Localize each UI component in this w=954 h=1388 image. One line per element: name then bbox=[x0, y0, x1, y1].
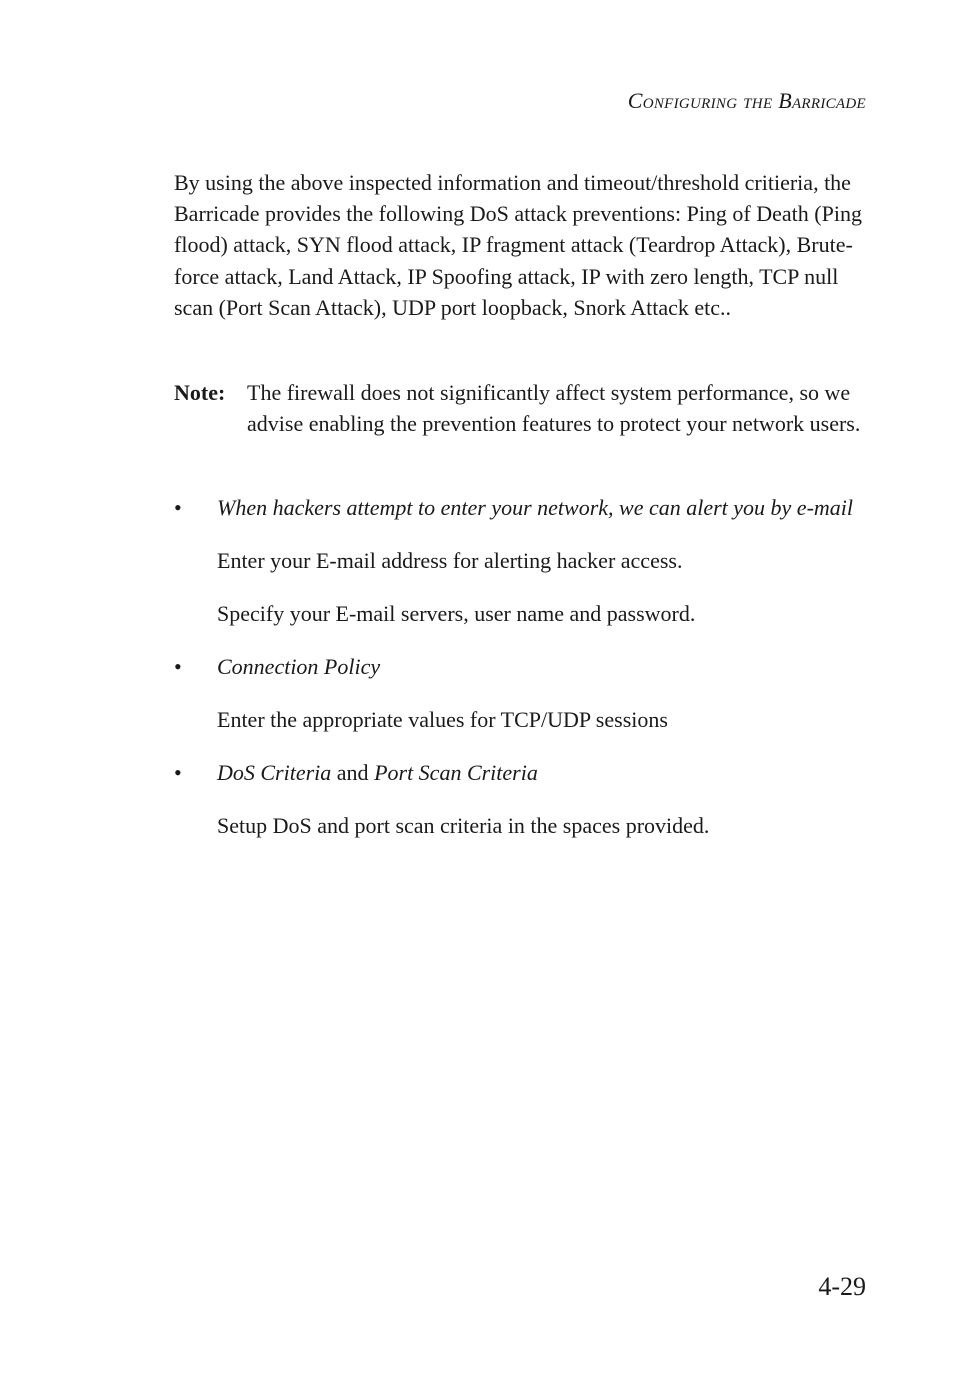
note-label: Note: bbox=[174, 380, 226, 405]
bullet-icon: • bbox=[174, 495, 182, 520]
running-head: Configuring the Barricade bbox=[627, 88, 866, 113]
list-item-title bbox=[217, 757, 538, 788]
list-item-title: When hackers attempt to enter your network, we can alert you by e-mail bbox=[217, 495, 854, 520]
bullet-icon: • bbox=[174, 760, 182, 785]
page-number: 4-29 bbox=[818, 1272, 866, 1301]
list-item-detail: Specify your E-mail servers, user name and password. bbox=[217, 601, 696, 626]
list-item-detail: Enter your E-mail address for alerting hacker access. bbox=[217, 548, 683, 573]
list-item-detail: Enter the appropriate values for TCP/UDP sessions bbox=[217, 707, 668, 732]
title-port-scan-criteria: Port Scan Criteria bbox=[374, 760, 538, 785]
title-dos-criteria: DoS Criteria bbox=[217, 760, 332, 785]
intro-paragraph: By using the above inspected information and timeout/threshold critieria, the Barricade provides the following DoS attack preventions: Ping of Death (Ping flood) attack, SYN flood attack, IP fragment attack (Teardrop Attack), Brute-force attack, Land Attack, IP Spoofing attack, IP with zero length, TCP null scan (Port Scan Attack), UDP port loopback, Snork Attack etc.. bbox=[174, 170, 862, 320]
list-item-title: Connection Policy bbox=[217, 654, 381, 679]
note-text: The firewall does not significantly affect system performance, so we advise enabling the prevention features to protect your network users. bbox=[247, 380, 861, 437]
title-joiner: and bbox=[331, 760, 375, 785]
list-item-detail: Setup DoS and port scan criteria in the spaces provided. bbox=[217, 813, 710, 838]
bullet-icon: • bbox=[174, 654, 182, 679]
note-block bbox=[174, 377, 874, 439]
